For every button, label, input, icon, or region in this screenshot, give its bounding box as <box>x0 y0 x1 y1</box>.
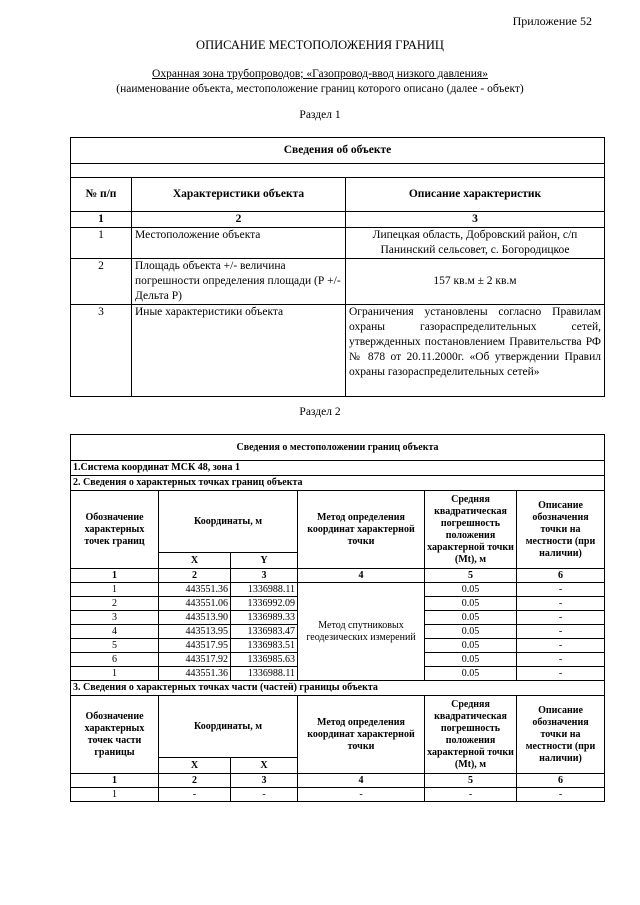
object-info-table <box>70 137 605 397</box>
part-point-row <box>71 788 605 802</box>
point-x: 443517.95 <box>159 639 231 653</box>
table-row <box>71 305 605 397</box>
index-cell: 2 <box>159 774 231 788</box>
object-info-heading: Сведения об объекте <box>71 138 605 164</box>
index-cell: 5 <box>425 569 517 583</box>
point-y: 1336988.11 <box>231 583 298 597</box>
method-value: Метод спутниковых геодезических измерений <box>298 583 425 681</box>
point-x: 443517.92 <box>159 653 231 667</box>
coord-system: 1.Система координат МСК 48, зона 1 <box>71 461 605 476</box>
index-cell: 4 <box>298 774 425 788</box>
point-x: 443513.90 <box>159 611 231 625</box>
coords-header: Координаты, м <box>159 491 298 553</box>
point-desc: - <box>517 639 605 653</box>
point-number: 6 <box>71 653 159 667</box>
method-header-part: Метод определения координат характерной точки <box>298 696 425 774</box>
x2-header-part: X <box>231 758 298 774</box>
row-num: 1 <box>71 228 132 259</box>
appendix-label: Приложение 52 <box>512 14 592 28</box>
row-num: 3 <box>71 305 132 397</box>
point-mt: 0.05 <box>425 583 517 597</box>
desc-header: Описание обозначения точки на местности (при наличии) <box>517 491 605 569</box>
index-cell: 3 <box>231 774 298 788</box>
part2-title: 2. Сведения о характерных точках границ объекта <box>71 476 605 491</box>
point-mt: 0.05 <box>425 667 517 681</box>
point-y: - <box>231 788 298 802</box>
point-x: 443551.36 <box>159 583 231 597</box>
point-header: Обозначение характерных точек границ <box>71 491 159 569</box>
row-char: Иные характеристики объекта <box>132 305 346 397</box>
col-desc-header: Описание характеристик <box>346 178 605 212</box>
point-method: - <box>298 788 425 802</box>
index-cell: 4 <box>298 569 425 583</box>
index-cell: 5 <box>425 774 517 788</box>
desc-header-part: Описание обозначения точки на местности (при наличии) <box>517 696 605 774</box>
point-y: 1336992.09 <box>231 597 298 611</box>
point-y: 1336983.51 <box>231 639 298 653</box>
point-number: 1 <box>71 788 159 802</box>
error-header-part: Средняя квадратическая погрешность положения характерной точки (Mt), м <box>425 696 517 774</box>
point-x: 443513.95 <box>159 625 231 639</box>
point-mt: 0.05 <box>425 597 517 611</box>
row-char: Местоположение объекта <box>132 228 346 259</box>
index-cell: 1 <box>71 212 132 228</box>
point-number: 4 <box>71 625 159 639</box>
point-y: 1336989.33 <box>231 611 298 625</box>
point-mt: 0.05 <box>425 611 517 625</box>
x-header: X <box>159 553 231 569</box>
row-char: Площадь объекта +/- величина погрешности определения площади (Р +/- Дельта Р) <box>132 259 346 305</box>
table-row <box>71 228 605 259</box>
index-cell: 6 <box>517 569 605 583</box>
point-mt: 0.05 <box>425 653 517 667</box>
section-2-label: Раздел 2 <box>299 406 341 418</box>
row-desc: 157 кв.м ± 2 кв.м <box>346 259 605 305</box>
section-1-label: Раздел 1 <box>299 109 341 121</box>
point-desc: - <box>517 788 605 802</box>
index-cell: 1 <box>71 569 159 583</box>
error-header: Средняя квадратическая погрешность положения характерной точки (Mt), м <box>425 491 517 569</box>
point-header-part: Обозначение характерных точек части границы <box>71 696 159 774</box>
object-note: (наименование объекта, местоположение границ которого описано (далее - объект) <box>116 83 524 95</box>
part3-title: 3. Сведения о характерных точках части (частей) границы объекта <box>71 681 605 696</box>
table-row <box>71 259 605 305</box>
index-cell: 6 <box>517 774 605 788</box>
row-num: 2 <box>71 259 132 305</box>
point-number: 3 <box>71 611 159 625</box>
point-desc: - <box>517 653 605 667</box>
point-desc: - <box>517 583 605 597</box>
index-cell: 3 <box>346 212 605 228</box>
col-num-header: № п/п <box>71 178 132 212</box>
index-cell: 2 <box>132 212 346 228</box>
point-y: 1336983.47 <box>231 625 298 639</box>
point-mt: - <box>425 788 517 802</box>
object-name: Охранная зона трубопроводов; «Газопровод-ввод низкого давления» <box>152 68 488 80</box>
point-x: - <box>159 788 231 802</box>
point-number: 2 <box>71 597 159 611</box>
index-cell: 3 <box>231 569 298 583</box>
point-desc: - <box>517 611 605 625</box>
point-row <box>71 583 605 597</box>
point-mt: 0.05 <box>425 625 517 639</box>
index-cell: 1 <box>71 774 159 788</box>
point-desc: - <box>517 625 605 639</box>
point-mt: 0.05 <box>425 639 517 653</box>
row-desc: Ограничения установлены согласно Правилам охраны газораспределительных сетей, утвержденных постановлением Правительства РФ № 878 от 20.11.2000г. «Об утверждении Правил охраны газораспределительных сетей» <box>346 305 605 397</box>
col-char-header: Характеристики объекта <box>132 178 346 212</box>
x-header-part: X <box>159 758 231 774</box>
point-y: 1336988.11 <box>231 667 298 681</box>
point-number: 1 <box>71 667 159 681</box>
point-y: 1336985.63 <box>231 653 298 667</box>
point-number: 1 <box>71 583 159 597</box>
point-desc: - <box>517 597 605 611</box>
y-header: Y <box>231 553 298 569</box>
index-cell: 2 <box>159 569 231 583</box>
point-x: 443551.36 <box>159 667 231 681</box>
coords-header-part: Координаты, м <box>159 696 298 758</box>
boundary-heading: Сведения о местоположении границ объекта <box>71 435 605 461</box>
boundary-table <box>70 434 605 802</box>
method-header: Метод определения координат характерной точки <box>298 491 425 569</box>
row-desc: Липецкая область, Добровский район, с/п Панинский сельсовет, с. Богородицкое <box>346 228 605 259</box>
spacer-row <box>71 164 605 178</box>
point-x: 443551.06 <box>159 597 231 611</box>
document-title: ОПИСАНИЕ МЕСТОПОЛОЖЕНИЯ ГРАНИЦ <box>196 38 444 52</box>
point-number: 5 <box>71 639 159 653</box>
point-desc: - <box>517 667 605 681</box>
